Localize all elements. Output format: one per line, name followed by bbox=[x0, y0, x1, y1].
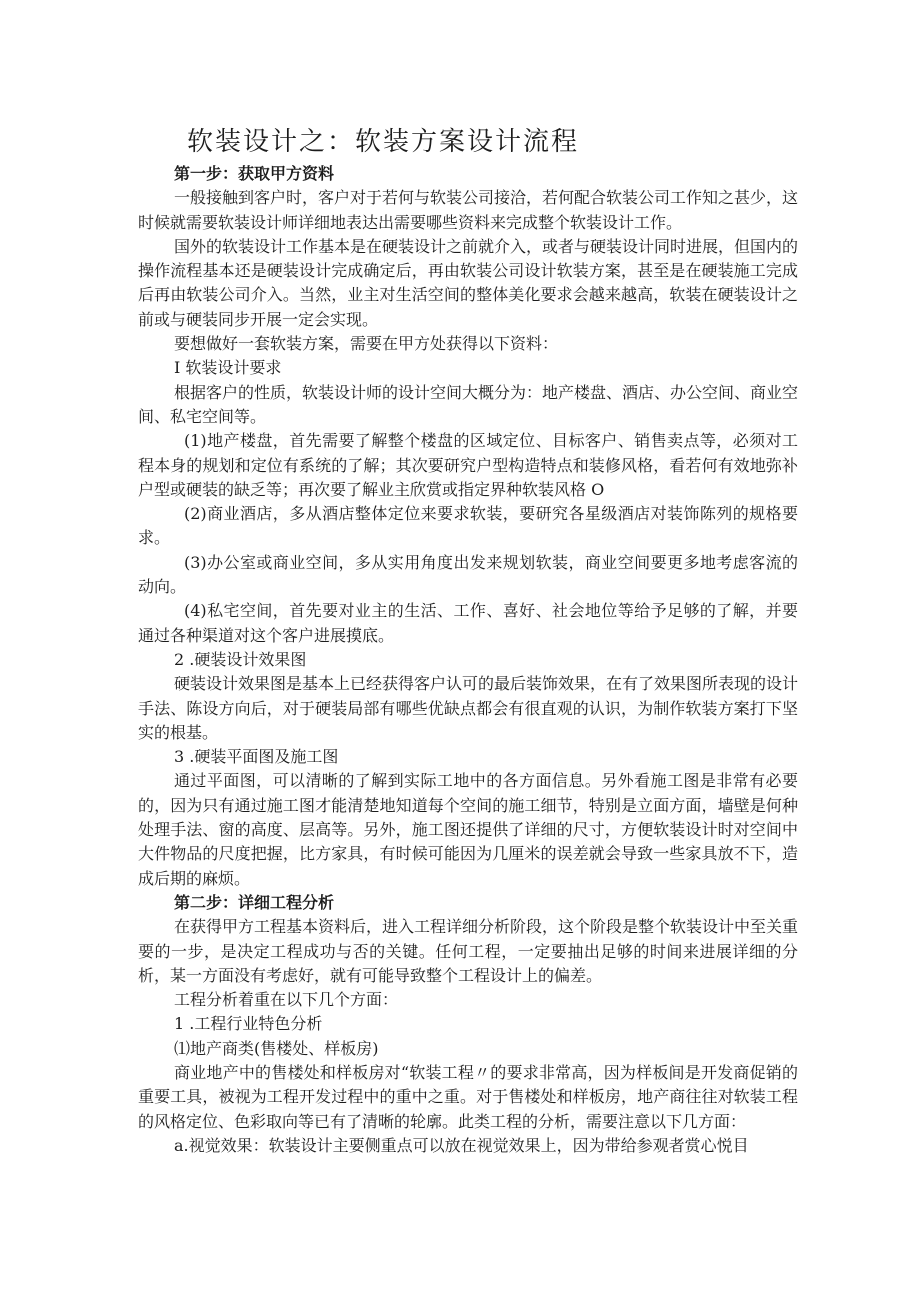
step-one-heading: 第一步：获取甲方资料 bbox=[174, 164, 335, 183]
document-body bbox=[138, 162, 798, 1158]
paragraph: 国外的软装设计工作基本是在硬装设计之前就介入，或者与硬装设计同时进展，但国内的操作流程基本还是硬装设计完成确定后，再由软装公司设计软装方案，甚至是在硬装施工完成后再由软装公司介入。当然，业主对生活空间的整体美化要求会越来越高，软装在硬装设计之前或与硬装同步开展一定会实现。 bbox=[138, 236, 799, 329]
subsection-heading: ⑴地产商类(售楼处、样板房) bbox=[174, 1038, 379, 1058]
section-heading: 3 .硬装平面图及施工图 bbox=[174, 747, 339, 767]
paragraph: 要想做好一套软装方案，需要在甲方处获得以下资料： bbox=[174, 334, 559, 354]
paragraph: a.视觉效果：软装设计主要侧重点可以放在视觉效果上，因为带给参观者赏心悦目 bbox=[174, 1135, 749, 1155]
list-item: (4)私宅空间，首先要对业主的生活、工作、喜好、社会地位等给予足够的了解，并要通过各种渠道对这个客户进展摸底。 bbox=[138, 601, 798, 645]
section-heading: I 软装设计要求 bbox=[174, 358, 282, 378]
paragraph: 商业地产中的售楼处和样板房对“软装工程〃的要求非常高，因为样板间是开发商促销的重要工具，被视为工程开发过程中的重中之重。对于售楼处和样板房，地产商往往对软装工程的风格定位、色彩取向等已有了清晰的轮廓。此类工程的分析，需要注意以下几方面： bbox=[138, 1062, 798, 1131]
document-title: 软装设计之：软装方案设计流程 bbox=[187, 127, 580, 157]
paragraph: 工程分析着重在以下几个方面： bbox=[174, 990, 399, 1010]
paragraph: 一般接触到客户时，客户对于若何与软装公司接洽，若何配合软装公司工作知之甚少，这时候就需要软装设计师详细地表达出需要哪些资料来完成整个软装设计工作。 bbox=[138, 188, 799, 232]
list-item: (1)地产楼盘，首先需要了解整个楼盘的区域定位、目标客户、销售卖点等，必须对工程本身的规划和定位有系统的了解；其次要研究户型构造特点和装修风格，看若何有效地弥补户型或硬装的缺乏等；再次要了解业主欣赏或指定界种软装风格 O bbox=[138, 431, 798, 499]
paragraph: 硬装设计效果图是基本上已经获得客户认可的最后装饰效果，在有了效果图所表现的设计手法、陈设方向后，对于硬装局部有哪些优缺点都会有很直观的认识，为制作软装方案打下坚实的根基。 bbox=[138, 674, 799, 742]
list-item: (3)办公室或商业空间，多从实用角度出发来规划软装，商业空间要更多地考虑客流的动向。 bbox=[138, 552, 798, 597]
paragraph: 根据客户的性质，软装设计师的设计空间大概分为：地产楼盘、酒店、办公空间、商业空间、私宅空间等。 bbox=[138, 382, 799, 426]
section-heading: 2 .硬装设计效果图 bbox=[174, 649, 307, 669]
paragraph: 在获得甲方工程基本资料后，进入工程详细分析阶段，这个阶段是整个软装设计中至关重要的一步，是决定工程成功与否的关键。任何工程，一定要抽出足够的时间来进展详细的分析，某一方面没有考虑好，就有可能导致整个工程设计上的偏差。 bbox=[138, 917, 799, 985]
step-two-heading: 第二步：详细工程分析 bbox=[174, 892, 335, 912]
list-item: (2)商业酒店，多从酒店整体定位来要求软装，要研究各星级酒店对装饰陈列的规格要求。 bbox=[138, 504, 798, 548]
paragraph: 通过平面图，可以清晰的了解到实际工地中的各方面信息。另外看施工图是非常有必要的，因为只有通过施工图才能清楚地知道每个空间的施工细节，特别是立面方面，墙壁是何种处理手法、窗的高度、层高等。另外，施工图还提供了详细的尺寸，方便软装设计时对空间中大件物品的尺度把握，比方家具，有时候可能因为几厘米的误差就会导致一些家具放不下，造成后期的麻烦。 bbox=[138, 771, 798, 888]
section-heading: 1 .工程行业特色分析 bbox=[174, 1014, 323, 1034]
